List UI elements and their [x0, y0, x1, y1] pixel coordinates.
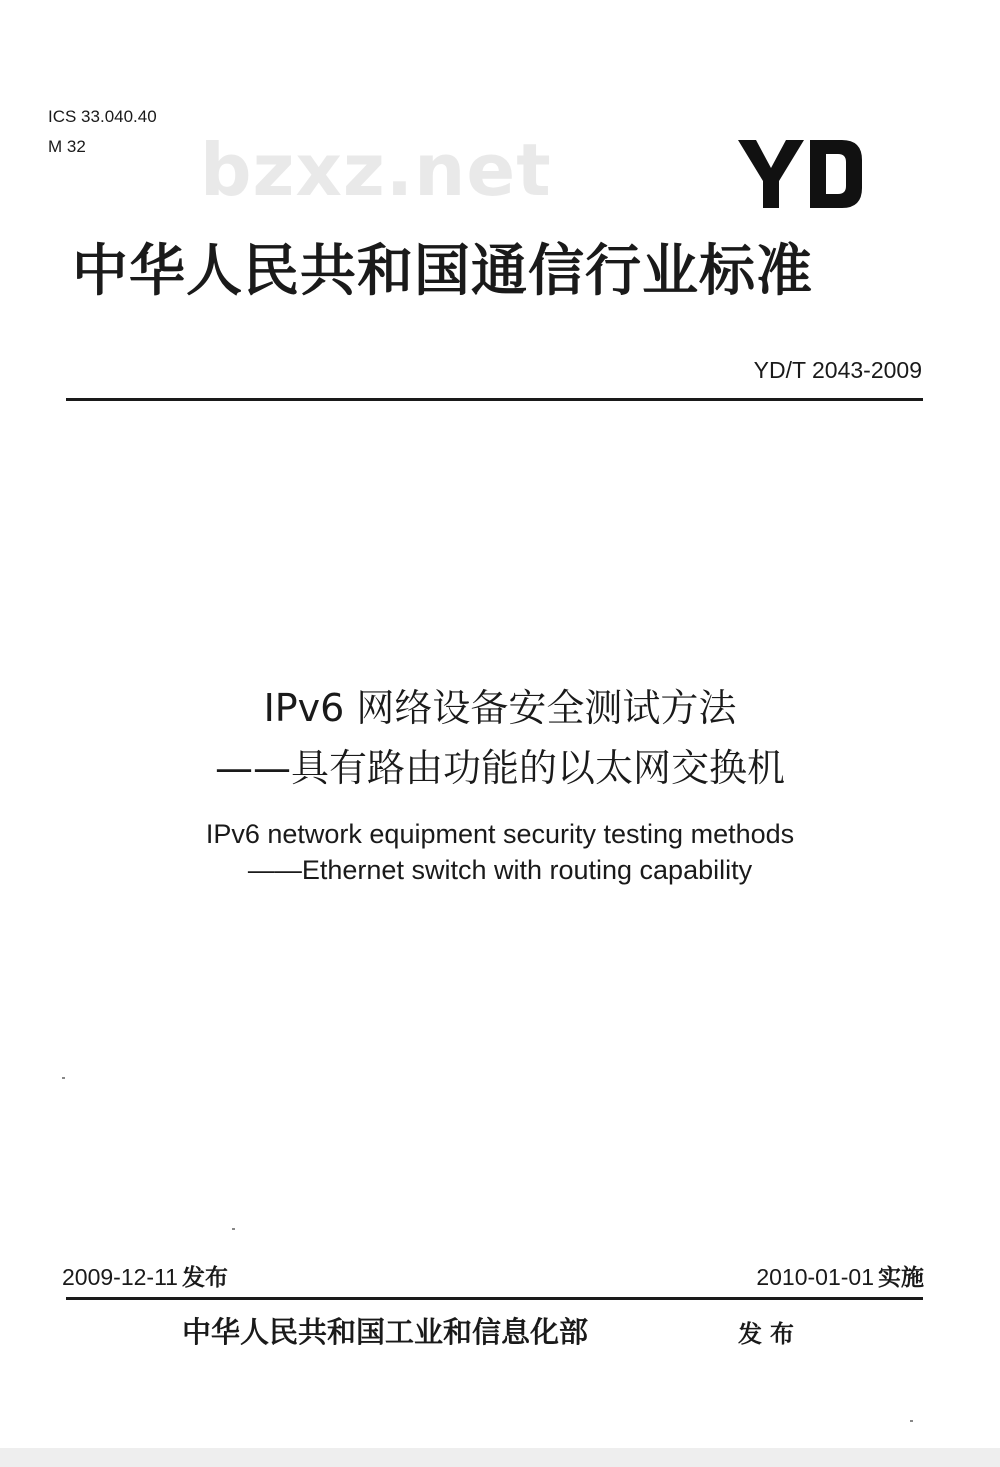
chinese-title-line-1: IPv6 网络设备安全测试方法	[263, 686, 737, 730]
bottom-divider	[66, 1297, 923, 1300]
watermark: bzxz.net	[200, 128, 552, 212]
ics-code: ICS 33.040.40	[48, 107, 157, 126]
scan-speck	[910, 1420, 913, 1422]
scan-speck	[232, 1228, 235, 1230]
issue-label: 发布	[181, 1265, 228, 1291]
standard-category-title: 中华人民共和国通信行业标准	[72, 239, 813, 304]
issue-date: 2009-12-11	[62, 1264, 178, 1290]
standard-number: YD/T 2043-2009	[753, 357, 922, 383]
yd-logo	[738, 138, 866, 210]
top-divider	[66, 398, 923, 401]
scan-bottom-edge	[0, 1448, 1000, 1467]
implementation-date: 2010-01-01	[756, 1264, 874, 1290]
english-title-line-1: IPv6 network equipment security testing methods	[205, 819, 795, 849]
implementation-date-line	[756, 1262, 924, 1293]
ccs-code: M 32	[48, 137, 86, 156]
implementation-label: 实施	[878, 1265, 924, 1291]
english-title-line-2: ——Ethernet switch with routing capability	[247, 855, 753, 885]
chinese-title-line-2: ——具有路由功能的以太网交换机	[214, 746, 785, 790]
issuing-authority: 中华人民共和国工业和信息化部	[182, 1315, 589, 1349]
scan-speck	[62, 1077, 65, 1079]
issue-date-line	[62, 1262, 228, 1293]
issuing-action: 发布	[738, 1319, 802, 1348]
